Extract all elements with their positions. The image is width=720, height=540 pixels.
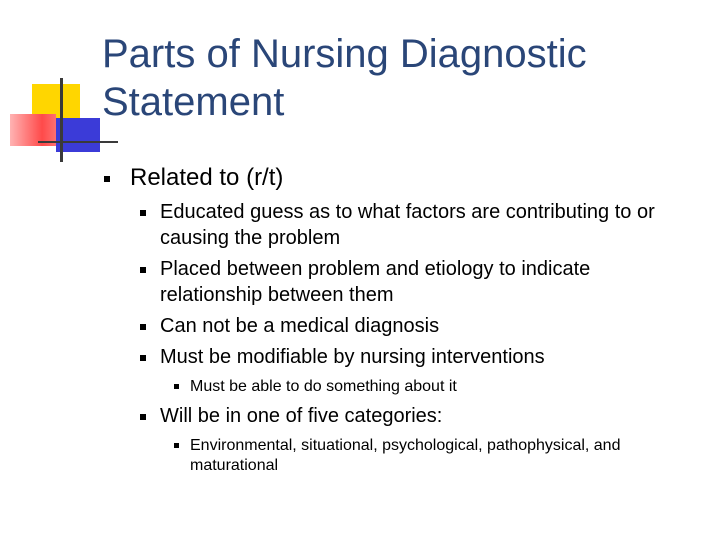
square-bullet-icon <box>174 384 179 389</box>
bullet-placed-between: Placed between problem and etiology to indicate relationship between them <box>160 258 591 306</box>
vertical-line <box>60 78 63 162</box>
square-bullet-icon <box>104 176 110 182</box>
square-bullet-icon <box>140 267 146 273</box>
square-bullet-icon <box>140 355 146 361</box>
slide-title: Parts of Nursing Diagnostic Statement <box>102 32 587 124</box>
bullet-five-categories: Will be in one of five categories: <box>160 405 443 427</box>
square-bullet-icon <box>174 443 179 448</box>
square-bullet-icon <box>140 414 146 420</box>
bullet-modifiable: Must be modifiable by nursing interventions <box>160 346 545 368</box>
bullet-related-to: Related to (r/t) <box>130 164 284 191</box>
bullet-able-to-do: Must be able to do something about it <box>190 378 457 395</box>
square-bullet-icon <box>140 210 146 216</box>
bullet-not-medical: Can not be a medical diagnosis <box>160 315 440 337</box>
square-bullet-icon <box>140 324 146 330</box>
bullet-categories-list: Environmental, situational, psychological, pathophysical, and maturational <box>190 437 621 474</box>
bullet-educated-guess: Educated guess as to what factors are contributing to or causing the problem <box>160 201 655 249</box>
horizontal-line <box>38 141 118 143</box>
